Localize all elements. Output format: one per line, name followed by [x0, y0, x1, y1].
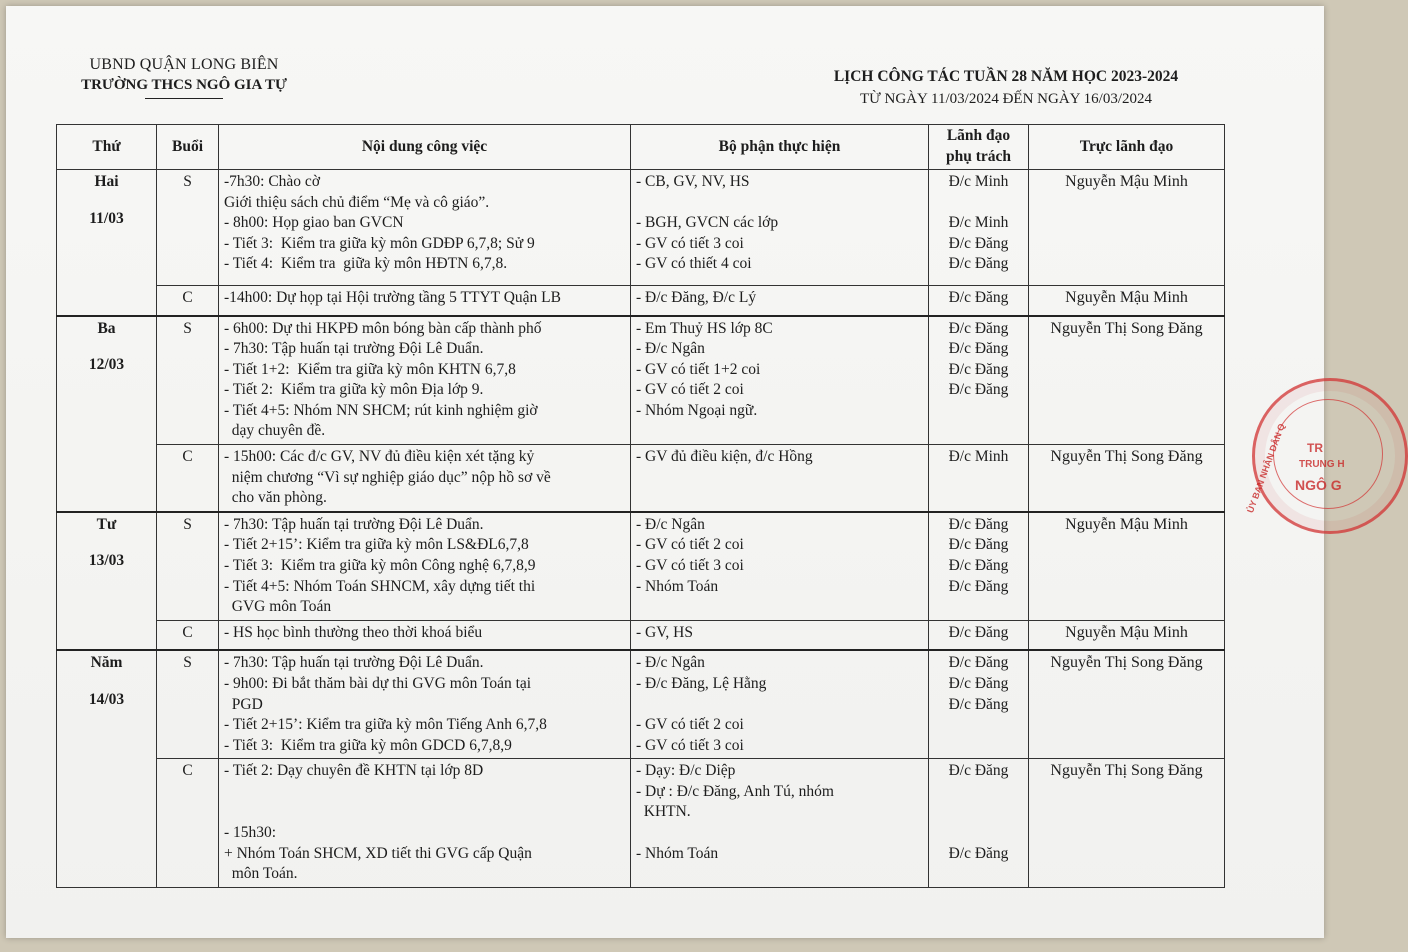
lead-cell: [929, 620, 1029, 650]
dept-line: - Đ/c Đăng, Lệ Hằng: [636, 674, 767, 692]
content-line: - Tiết 4: Kiểm tra giữa kỳ môn HĐTN 6,7,8.: [224, 255, 508, 273]
seal-text: NGÔ G: [1295, 477, 1342, 493]
content-line: - Tiết 2+15’: Kiểm tra giữa kỳ môn LS&ĐL6,7,8: [224, 536, 529, 554]
content-cell: [219, 512, 631, 620]
lead-line: Đ/c Minh: [948, 173, 1009, 190]
content-cell: [219, 759, 631, 888]
dept-line: - GV có tiết 3 coi: [636, 736, 744, 754]
lead-line: Đ/c Đăng: [948, 255, 1009, 273]
lead-line: Đ/c Đăng: [948, 515, 1009, 533]
org-name: UBND QUẬN LONG BIÊN: [89, 56, 279, 73]
content-line: cho văn phòng.: [224, 489, 327, 507]
column-header-lead: [929, 125, 1029, 170]
dept-line: - GV có tiết 2 coi: [636, 381, 744, 399]
dept-line: [636, 695, 923, 716]
lead-line: Đ/c Đăng: [948, 234, 1009, 252]
content-line: - 15h00: Các đ/c GV, NV đủ điều kiện xét tặng kỷ: [224, 448, 535, 466]
lead-line: Đ/c Đăng: [948, 536, 1009, 554]
lead-header-line-1: Lãnh đạo: [946, 127, 1011, 145]
dept-cell: [631, 759, 929, 888]
duty-cell: Nguyễn Mậu Minh: [1029, 620, 1225, 650]
session-cell: S: [157, 650, 219, 758]
day-cell: [57, 512, 157, 650]
content-line: - Tiết 4+5: Nhóm Toán SHNCM, xây dựng tiết thi: [224, 577, 536, 595]
session-cell: C: [157, 759, 219, 888]
dept-line: - Đ/c Ngân: [636, 340, 705, 358]
day-date: 14/03: [88, 690, 125, 708]
dept-cell: [631, 620, 929, 650]
school-name: TRƯỜNG THCS NGÔ GIA TỰ: [81, 77, 287, 93]
dept-line: KHTN.: [636, 803, 691, 821]
day-date: 11/03: [89, 209, 124, 227]
day-name: Tư: [96, 515, 117, 533]
content-line: - HS học bình thường theo thời khoá biểu: [224, 623, 483, 641]
day-date: 12/03: [88, 356, 125, 374]
content-line: [224, 782, 625, 803]
school-seal: [1245, 378, 1408, 534]
duty-cell: Nguyễn Thị Song Đăng: [1029, 445, 1225, 512]
lead-line: Đ/c Đăng: [948, 577, 1009, 595]
seal-text: ỦY BAN NHÂN DÂN Q: [1245, 422, 1287, 515]
content-line: - 6h00: Dự thi HKPĐ môn bóng bàn cấp thành phố: [224, 319, 542, 337]
content-line: -7h30: Chào cờ: [224, 173, 321, 190]
lead-cell: [929, 316, 1029, 445]
table-row: [57, 286, 1225, 316]
dept-line: - BGH, GVCN các lớp: [636, 214, 779, 232]
day-cell: [57, 170, 157, 316]
content-cell: [219, 286, 631, 316]
header-underline: [145, 98, 223, 99]
dept-line: - Dự : Đ/c Đăng, Anh Tú, nhóm: [636, 782, 834, 800]
table-row: [57, 316, 1225, 445]
content-line: - Tiết 3: Kiểm tra giữa kỳ môn Công nghệ 6,7,8,9: [224, 557, 536, 575]
schedule-title: LỊCH CÔNG TÁC TUẦN 28 NĂM HỌC 2023-2024: [833, 68, 1179, 85]
dept-line: - Đ/c Ngân: [636, 515, 705, 533]
day-name: Ba: [97, 319, 116, 337]
table-row: [57, 620, 1225, 650]
lead-cell: [929, 512, 1029, 620]
lead-line: Đ/c Đăng: [948, 695, 1009, 713]
dept-line: - Đ/c Ngân: [636, 654, 705, 672]
dept-line: - Đ/c Đăng, Đ/c Lý: [636, 289, 757, 306]
session-cell: C: [157, 286, 219, 316]
content-line: - Tiết 2: Kiểm tra giữa kỳ môn Địa lớp 9.: [224, 381, 484, 399]
dept-line: - GV có thiết 4 coi: [636, 255, 752, 273]
content-line: - Tiết 2: Dạy chuyên đề KHTN tại lớp 8D: [224, 762, 484, 780]
day-name: Năm: [90, 654, 123, 672]
content-line: [224, 802, 625, 823]
session-cell: S: [157, 316, 219, 445]
table-row: [57, 650, 1225, 758]
table-header-row: [57, 125, 1225, 170]
dept-line: - Nhóm Ngoại ngữ.: [636, 401, 758, 419]
lead-line: Đ/c Đăng: [948, 289, 1009, 306]
dept-line: - GV có tiết 3 coi: [636, 557, 744, 575]
dept-cell: [631, 512, 929, 620]
dept-cell: [631, 170, 929, 286]
content-cell: [219, 445, 631, 512]
lead-cell: [929, 286, 1029, 316]
lead-line: Đ/c Đăng: [948, 340, 1009, 358]
schedule-header: [776, 68, 1236, 108]
lead-line: Đ/c Đăng: [948, 654, 1009, 672]
content-cell: [219, 620, 631, 650]
content-line: - 7h30: Tập huấn tại trường Đội Lê Duẩn.: [224, 340, 484, 358]
content-line: - 9h00: Đi bắt thăm bài dự thi GVG môn Toán tại: [224, 674, 532, 692]
content-line: - Tiết 4+5: Nhóm NN SHCM; rút kinh nghiệm giờ: [224, 401, 538, 419]
lead-line: Đ/c Đăng: [948, 319, 1009, 337]
schedule-date-range: TỪ NGÀY 11/03/2024 ĐẾN NGÀY 16/03/2024: [859, 91, 1153, 107]
dept-cell: [631, 650, 929, 758]
lead-line: [934, 823, 1023, 844]
lead-cell: [929, 650, 1029, 758]
lead-cell: [929, 759, 1029, 888]
table-row: [57, 170, 1225, 286]
lead-line: Đ/c Minh: [948, 448, 1009, 466]
schedule-body: [57, 170, 1225, 888]
lead-line: Đ/c Đăng: [948, 381, 1009, 399]
dept-line: - GV đủ điều kiện, đ/c Hồng: [636, 448, 813, 466]
lead-line: Đ/c Đăng: [948, 674, 1009, 692]
dept-line: - Em Thuỷ HS lớp 8C: [636, 319, 773, 337]
dept-line: - GV có tiết 2 coi: [636, 716, 744, 734]
lead-line: Đ/c Đăng: [948, 844, 1009, 862]
schedule-table: [56, 124, 1225, 888]
duty-cell: Nguyễn Mậu Minh: [1029, 170, 1225, 286]
session-cell: S: [157, 170, 219, 286]
dept-line: - GV có tiết 3 coi: [636, 234, 744, 252]
duty-cell: Nguyễn Mậu Minh: [1029, 286, 1225, 316]
lead-cell: [929, 445, 1029, 512]
content-line: - 7h30: Tập huấn tại trường Đội Lê Duẩn.: [224, 515, 484, 533]
duty-cell: Nguyễn Thị Song Đăng: [1029, 759, 1225, 888]
content-line: dạy chuyên đề.: [224, 422, 326, 440]
session-cell: S: [157, 512, 219, 620]
lead-line: [934, 802, 1023, 823]
organization-header: [74, 56, 294, 99]
dept-line: - GV, HS: [636, 623, 693, 641]
dept-line: - Nhóm Toán: [636, 844, 719, 862]
content-cell: [219, 316, 631, 445]
content-line: - Tiết 2+15’: Kiểm tra giữa kỳ môn Tiếng Anh 6,7,8: [224, 716, 547, 734]
content-line: - Tiết 3: Kiểm tra giữa kỳ môn GDCD 6,7,8,9: [224, 736, 512, 754]
dept-cell: [631, 286, 929, 316]
dept-line: [636, 193, 923, 214]
table-row: [57, 759, 1225, 888]
lead-line: Đ/c Đăng: [948, 762, 1009, 780]
day-date: 13/03: [88, 552, 125, 570]
day-name: Hai: [94, 173, 119, 190]
content-cell: [219, 170, 631, 286]
content-line: - 8h00: Họp giao ban GVCN: [224, 214, 404, 232]
day-cell: [57, 316, 157, 512]
table-row: [57, 445, 1225, 512]
lead-line: Đ/c Đăng: [948, 557, 1009, 575]
day-cell: [57, 650, 157, 887]
column-header-dept: Bộ phận thực hiện: [631, 125, 929, 170]
session-cell: C: [157, 445, 219, 512]
lead-cell: [929, 170, 1029, 286]
lead-line: [934, 193, 1023, 214]
seal-text: TR: [1307, 441, 1323, 455]
table-row: [57, 512, 1225, 620]
lead-line: Đ/c Minh: [948, 214, 1009, 232]
content-line: PGD: [224, 695, 263, 713]
duty-cell: Nguyễn Thị Song Đăng: [1029, 650, 1225, 758]
content-line: niệm chương “Vì sự nghiệp giáo dục” nộp hồ sơ về: [224, 468, 551, 486]
content-line: GVG môn Toán: [224, 598, 332, 616]
seal-text: TRUNG H: [1299, 459, 1345, 470]
duty-cell: Nguyễn Mậu Minh: [1029, 512, 1225, 620]
content-cell: [219, 650, 631, 758]
content-line: -14h00: Dự họp tại Hội trường tầng 5 TTYT Quận LB: [224, 289, 561, 306]
dept-line: - GV có tiết 1+2 coi: [636, 360, 761, 378]
column-header-day: Thứ: [57, 125, 157, 170]
dept-cell: [631, 445, 929, 512]
lead-line: [934, 782, 1023, 803]
lead-header-line-2: phụ trách: [945, 148, 1012, 165]
dept-line: [636, 823, 923, 844]
content-line: - Tiết 1+2: Kiểm tra giữa kỳ môn KHTN 6,7,8: [224, 360, 516, 378]
lead-line: Đ/c Đăng: [948, 360, 1009, 378]
content-line: + Nhóm Toán SHCM, XD tiết thi GVG cấp Quận: [224, 844, 532, 862]
dept-cell: [631, 316, 929, 445]
dept-line: - GV có tiết 2 coi: [636, 536, 744, 554]
column-header-session: Buổi: [157, 125, 219, 170]
session-cell: C: [157, 620, 219, 650]
dept-line: - CB, GV, NV, HS: [636, 173, 750, 190]
content-line: Giới thiệu sách chủ điểm “Mẹ và cô giáo”.: [224, 193, 490, 211]
duty-cell: Nguyễn Thị Song Đăng: [1029, 316, 1225, 445]
content-line: - 7h30: Tập huấn tại trường Đội Lê Duẩn.: [224, 654, 484, 672]
dept-line: - Nhóm Toán: [636, 577, 719, 595]
column-header-duty: Trực lãnh đạo: [1029, 125, 1225, 170]
content-line: - 15h30:: [224, 824, 277, 842]
column-header-content: Nội dung công việc: [219, 125, 631, 170]
content-line: môn Toán.: [224, 865, 298, 883]
content-line: - Tiết 3: Kiểm tra giữa kỳ môn GDĐP 6,7,8; Sử 9: [224, 234, 535, 252]
dept-line: - Dạy: Đ/c Diệp: [636, 762, 736, 780]
lead-line: Đ/c Đăng: [948, 623, 1009, 641]
